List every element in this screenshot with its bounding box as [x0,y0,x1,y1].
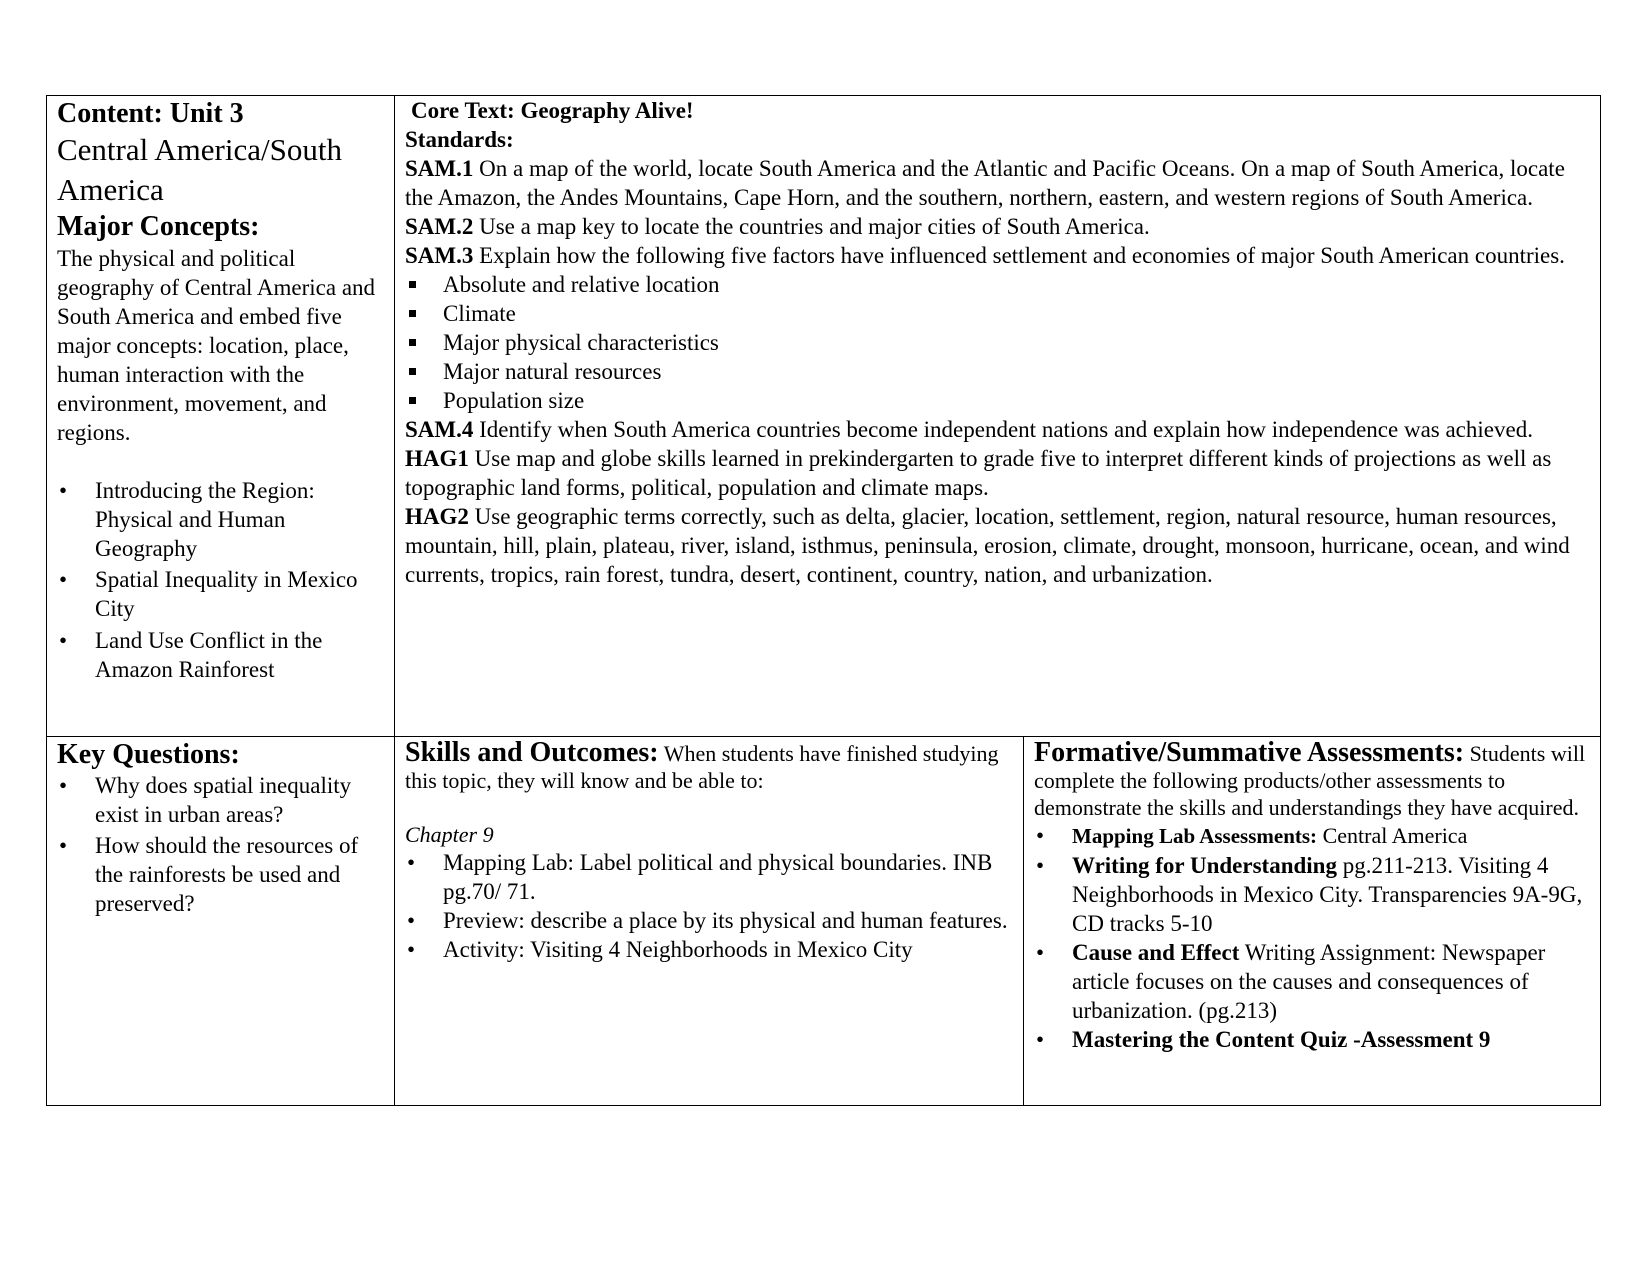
question-list [57,771,384,918]
list-item [405,328,1588,357]
chapter-label: Chapter 9 [405,822,494,847]
bullet-icon: • [407,850,416,875]
topic-list [57,476,384,684]
standard-text: Identify when South America countries become independent nations and explain how independence was achieved. [473,417,1533,442]
standard-text: Use map and globe skills learned in prekindergarten to grade five to interpret different kinds of projections as well as topographic land forms, political, population and climate maps. [405,446,1552,500]
skills-list [405,848,1013,964]
bullet-icon: • [59,628,68,653]
standard-code: SAM.3 [405,243,474,268]
bullet-icon: • [59,773,68,798]
list-item [1034,938,1590,1025]
bullet-icon: • [407,908,416,933]
standard-text: Use geographic terms correctly, such as delta, glacier, location, settlement, region, natural resource, human resources, mountain, hill, plain, plateau, river, island, isthmus, peninsula, erosion, climate, drought, monsoon, hurricane, ocean, and wind currents, tropics, rain forest, tundra, desert, continent, country, nation, and urbanization. [405,504,1570,587]
standard-text: On a map of the world, locate South America and the Atlantic and Pacific Oceans. On a map of South America, locate the Amazon, the Andes Mountains, Cape Horn, and the southern, northern, eastern, and western regions of South America. [405,156,1565,210]
factor-text: Population size [443,388,585,413]
square-bullet-icon [409,368,416,375]
list-item [405,906,1013,935]
factor-text: Absolute and relative location [443,272,720,297]
standard-code: SAM.2 [405,214,474,239]
skills-cell [395,737,1024,1106]
standard-sam4 [405,415,1588,444]
list-item [57,831,384,918]
bullet-icon: • [59,833,68,858]
list-item [1034,1025,1590,1054]
content-cell [47,96,395,737]
standard-sam3 [405,241,1588,270]
list-item [1034,821,1590,851]
standard-hag1 [405,444,1588,502]
standard-code: HAG1 [405,446,469,471]
standard-text: Explain how the following five factors have influenced settlement and economies of major South American countries. [473,243,1565,268]
bullet-icon: • [407,937,416,962]
assessments-intro-block [1034,739,1590,821]
bullet-icon: • [1036,853,1045,878]
list-item [405,270,1588,299]
assessments-heading: Formative/Summative Assessments: [1034,737,1465,768]
list-item [405,386,1588,415]
list-item [57,626,384,684]
content-heading: Content: Unit 3 [57,98,244,129]
table-row [47,737,1601,1106]
factor-text: Major physical characteristics [443,330,719,355]
skills-heading: Skills and Outcomes: [405,737,659,768]
topic-text: Spatial Inequality in Mexico City [95,567,358,621]
assessment-text: pg.211-213. Visiting 4 Neighborhoods in Mexico City. Transparencies 9A-9G, CD tracks 5-10 [1072,853,1583,936]
assessment-label: Mastering the Content Quiz -Assessment 9 [1072,1027,1491,1052]
assessment-label: Cause and Effect [1072,940,1240,965]
bullet-icon: • [59,478,68,503]
major-concepts-text: The physical and political geography of Central America and South America and embed five major concepts: location, place, human interaction with the environment, movement, and regions. [57,246,376,445]
bullet-icon: • [1036,823,1045,848]
topic-text: Introducing the Region: Physical and Human Geography [95,478,315,561]
key-questions-cell [47,737,395,1106]
assessments-cell [1024,737,1601,1106]
question-text: Why does spatial inequality exist in urban areas? [95,773,352,827]
assessment-label: Mapping Lab Assessments: [1072,824,1318,848]
factor-list [405,270,1588,415]
standard-code: HAG2 [405,504,469,529]
skills-intro: When students have finished studying this topic, they will know and be able to: [405,741,999,793]
skills-intro-block [405,739,1013,794]
question-text: How should the resources of the rainforests be used and preserved? [95,833,359,916]
standard-sam1 [405,154,1588,212]
list-item [57,771,384,829]
assessment-text: Central America [1317,823,1468,848]
region-title: Central America/South America [57,132,342,207]
skill-text: Preview: describe a place by its physical and human features. [443,908,1008,933]
key-questions-heading: Key Questions: [57,739,240,770]
list-item [57,476,384,563]
bullet-icon: • [1036,940,1045,965]
assessments-intro: Students will complete the following products/other assessments to demonstrate the skills and understandings they have acquired. [1034,741,1586,820]
core-text-heading: Core Text: Geography Alive! [411,98,694,123]
bullet-icon: • [1036,1027,1045,1052]
bullet-icon: • [59,567,68,592]
list-item [405,357,1588,386]
list-item [405,848,1013,906]
topic-text: Land Use Conflict in the Amazon Rainforest [95,628,323,682]
table-row [47,96,1601,737]
assessment-label: Writing for Understanding [1072,853,1337,878]
list-item [57,565,384,623]
curriculum-table [46,95,1601,1106]
skill-text: Activity: Visiting 4 Neighborhoods in Mexico City [443,937,913,962]
list-item [1034,851,1590,938]
assessment-text: Writing Assignment: Newspaper article focuses on the causes and consequences of urbanization. (pg.213) [1072,940,1546,1023]
standard-text: Use a map key to locate the countries and major cities of South America. [473,214,1150,239]
major-concepts-heading: Major Concepts: [57,211,260,242]
square-bullet-icon [409,397,416,404]
list-item [405,935,1013,964]
skill-text: Mapping Lab: Label political and physical boundaries. INB pg.70/ 71. [443,850,993,904]
list-item [405,299,1588,328]
factor-text: Major natural resources [443,359,662,384]
standards-heading: Standards: [405,127,514,152]
standards-cell [395,96,1601,737]
standard-hag2 [405,502,1588,589]
factor-text: Climate [443,301,516,326]
square-bullet-icon [409,339,416,346]
standard-sam2 [405,212,1588,241]
standard-code: SAM.1 [405,156,474,181]
assessments-list [1034,821,1590,1054]
standard-code: SAM.4 [405,417,474,442]
square-bullet-icon [409,281,416,288]
square-bullet-icon [409,310,416,317]
